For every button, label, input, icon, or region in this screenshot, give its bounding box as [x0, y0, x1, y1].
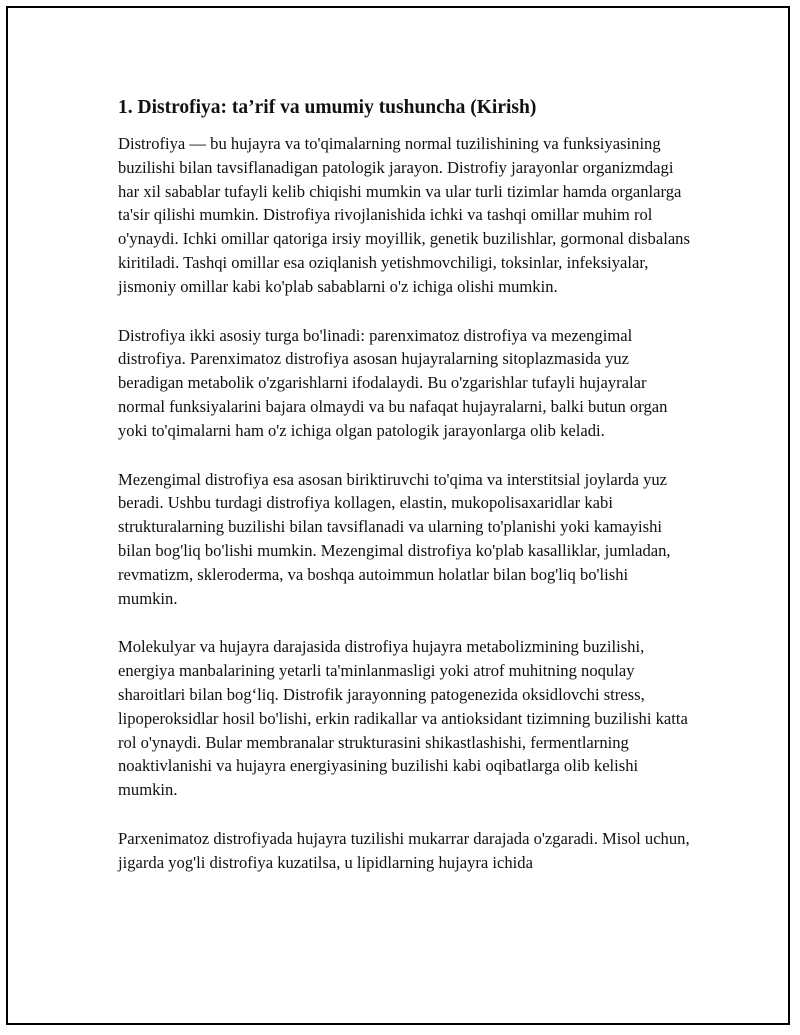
document-body — [118, 96, 690, 875]
paragraph-mesenchymal: Mezengimal distrofiya esa asosan biriktiruvchi to'qima va interstitsial joylarda yuz beradi. Ushbu turdagi distrofiya kollagen, elastin, mukopolisaxaridlar kabi strukturalarning buzilishi bilan tavsiflanadi va ularning to'planishi yoki kamayishi bilan bog'liq bo'lishi mumkin. Mezengimal distrofiya ko'plab kasalliklar, jumladan, revmatizm, skleroderma, va boshqa autoimmun holatlar bilan bog'liq bo'lishi mumkin. — [118, 469, 671, 608]
paragraph-parenchymal: Parxenimatoz distrofiyada hujayra tuzilishi mukarrar darajada o'zgaradi. Misol uchun, jigarda yog'li distrofiya kuzatilsa, u lipidlarning hujayra ichida — [118, 828, 690, 872]
section-heading: 1. Distrofiya: ta’rif va umumiy tushuncha (Kirish) — [118, 97, 537, 118]
paragraph-definition: Distrofiya — bu hujayra va to'qimalarning normal tuzilishining va funksiyasining buzilishi bilan tavsiflanadigan patologik jarayon. Distrofiy jarayonlar organizmdagi har xil sabablar tufayli kelib chiqishi mumkin va ular turli tizimlar hamda organlarga ta'sir qilishi mumkin. Distrofiya rivojlanishida ichki va tashqi omillar muhim rol o'ynaydi. Ichki omillar qatoriga irsiy moyillik, genetik buzilishlar, gormonal disbalans kiritiladi. Tashqi omillar esa oziqlanish yetishmovchiligi, toksinlar, infeksiyalar, jismoniy omillar kabi ko'plab sabablarni o'z ichiga olishi mumkin. — [118, 134, 690, 296]
paragraph-types: Distrofiya ikki asosiy turga bo'linadi: parenximatoz distrofiya va mezengimal distrofiya. Parenximatoz distrofiya asosan hujayralarning sitoplazmasida yuz beradigan metabolik o'zgarishlarni ifodalaydi. Bu o'zgarishlar tufayli hujayralar normal funksiyalarini bajara olmaydi va bu nafaqat hujayralarni, balki butun organ yoki to'qimalarni ham o'z ichiga olgan patologik jarayonlarga olib keladi. — [118, 325, 668, 440]
paragraph-molecular: Molekulyar va hujayra darajasida distrofiya hujayra metabolizmining buzilishi, energiya manbalarining yetarli ta'minlanmasligi yoki atrof muhitning noqulay sharoitlari bilan bog‘liq. Distrofik jarayonning patogenezida oksidlovchi stress, lipoperoksidlar hosil bo'lishi, erkin radikallar va antioksidant tizimning buzilishi katta rol o'ynaydi. Bular membranalar strukturasini shikastlashishi, fermentlarning noaktivlanishi va hujayra energiyasining buzilishi kabi oqibatlarga olib kelishi mumkin. — [118, 637, 688, 800]
